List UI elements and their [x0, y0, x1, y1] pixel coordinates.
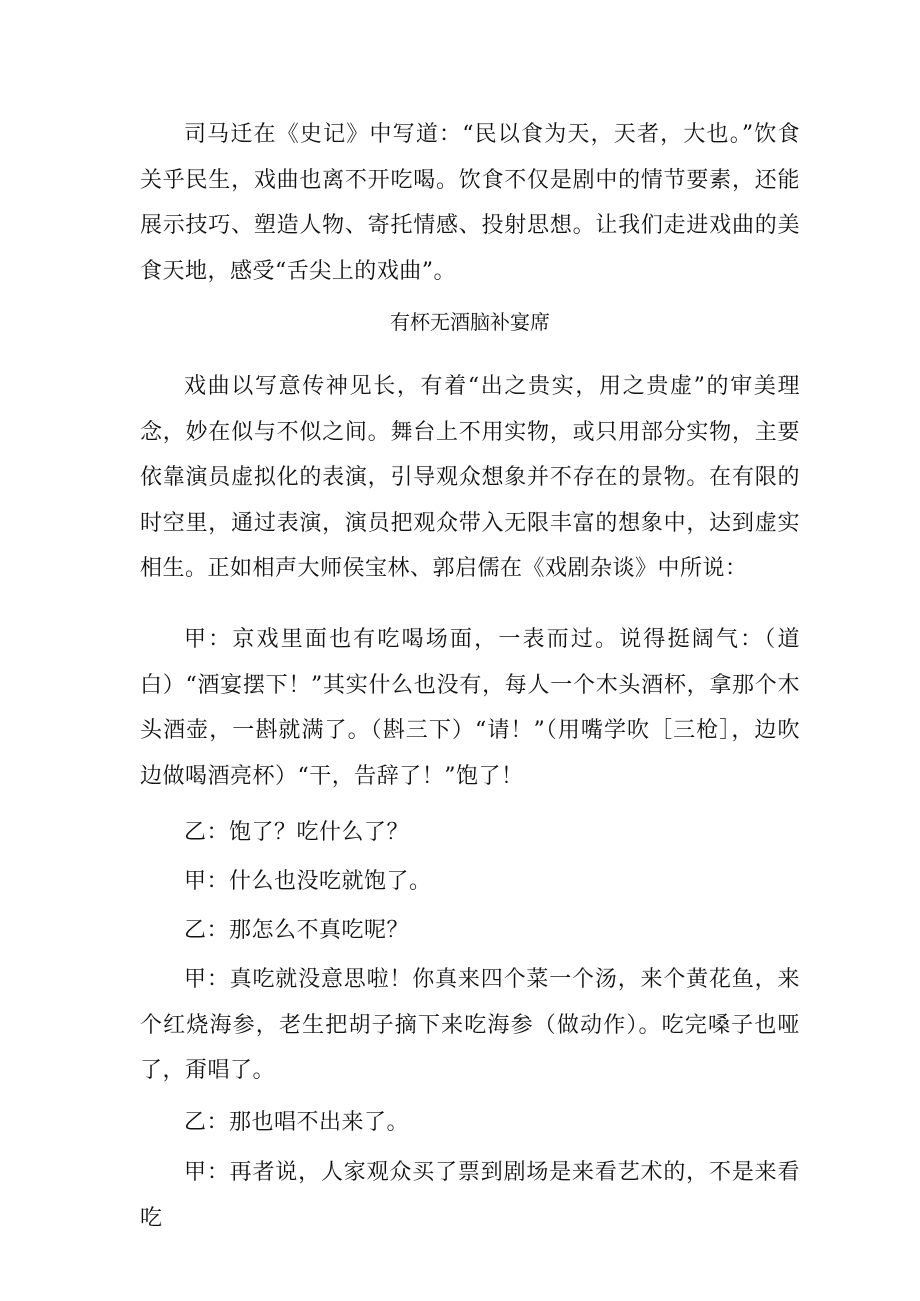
- section-title: 有杯无酒脑补宴席: [390, 310, 550, 334]
- dialogue-line: 甲：京戏里面也有吃喝场面，一表而过。说得挺阔气：（道白）“酒宴摆下！”其实什么也没有，每人一个木头酒杯，拿那个木头酒壶，一斟就满了。（斟三下）“请！”（用嘴学吹［三枪］，边吹边做喝酒亮杯）“干，告辞了！”饱了！: [140, 627, 800, 789]
- dialogue-line: 乙：那也唱不出来了。: [184, 1110, 410, 1135]
- dialogue-line: 乙：那怎么不真吃呢？: [184, 918, 410, 943]
- intro-paragraph: 司马迁在《史记》中写道：“民以食为天，天者，大也。”饮食关乎民生，戏曲也离不开吃喝。饮食不仅是剧中的情节要素，还能展示技巧、塑造人物、寄托情感、投射思想。让我们走进戏曲的美食天地，感受“舌尖上的戏曲”。: [140, 122, 800, 284]
- dialogue-line: 乙：饱了？吃什么了？: [184, 820, 410, 845]
- dialogue-line: 甲：真吃就没意思啦！你真来四个菜一个汤，来个黄花鱼，来个红烧海参，老生把胡子摘下来吃海参（做动作）。吃完嗓子也哑了，甭唱了。: [140, 967, 800, 1083]
- section-body-paragraph: 戏曲以写意传神见长，有着“出之贵实，用之贵虚”的审美理念，妙在似与不似之间。舞台上不用实物，或只用部分实物，主要依靠演员虚拟化的表演，引导观众想象并不存在的景物。在有限的时空里，通过表演，演员把观众带入无限丰富的想象中，达到虚实相生。正如相声大师侯宝林、郭启儒在《戏剧杂谈》中所说：: [140, 374, 800, 581]
- dialogue-line: 甲：什么也没吃就饱了。: [184, 869, 432, 894]
- dialogue-line: 甲：再者说，人家观众买了票到剧场是来看艺术的，不是来看吃: [140, 1160, 800, 1231]
